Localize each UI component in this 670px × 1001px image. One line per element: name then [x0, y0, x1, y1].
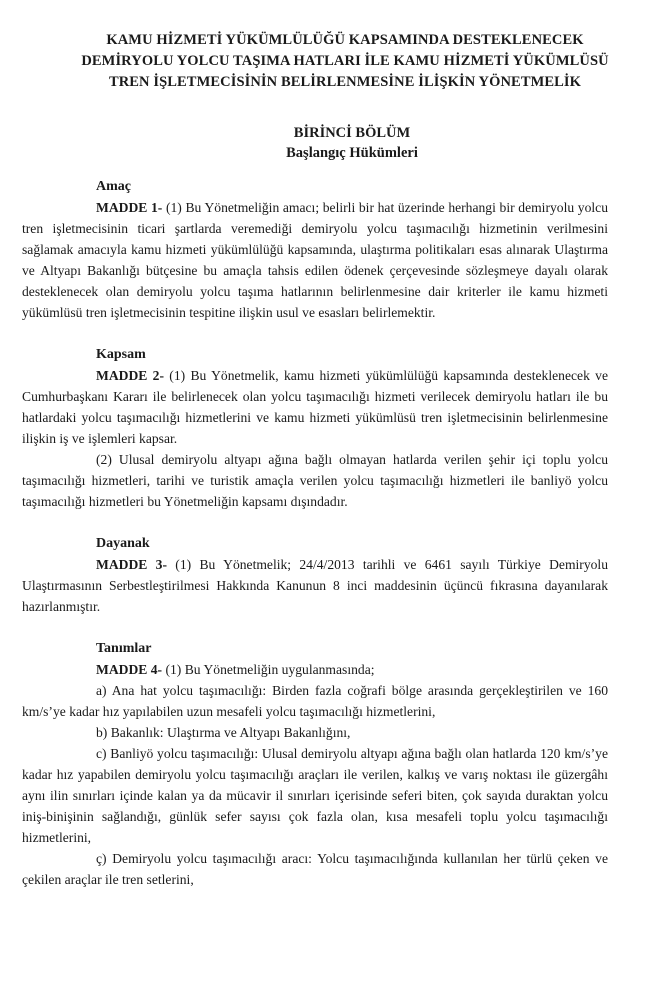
section-dayanak	[22, 534, 608, 617]
section-kapsam	[22, 345, 608, 512]
article-number: MADDE 2-	[96, 368, 164, 383]
section-amac	[22, 177, 608, 323]
article-paragraph	[22, 197, 608, 323]
title-line-1: KAMU HİZMETİ YÜKÜMLÜLÜĞÜ KAPSAMINDA DESTEKLENECEK	[106, 32, 584, 48]
article-text: (1) Bu Yönetmeliğin uygulanmasında;	[165, 662, 375, 677]
article-number: MADDE 3-	[96, 557, 167, 572]
document-title	[74, 30, 616, 93]
article-number: MADDE 4-	[96, 662, 163, 677]
chapter-heading	[96, 123, 608, 163]
definition-item: a) Ana hat yolcu taşımacılığı: Birden fazla coğrafi bölge arasında gerçekleştirilen ve 160 km/s’ye kadar hız yapılabilen uzun mesafeli yolcu taşımacılığı hizmetlerini,	[22, 683, 608, 719]
section-tanimlar	[22, 639, 608, 890]
article-text: (1) Bu Yönetmelik, kamu hizmeti yükümlülüğü kapsamında desteklenecek ve Cumhurbaşkanı Kararı ile belirlenecek olan yolcu taşımacılığı hizmeti verilecek demiryolu hatları ile bu hatlardaki yolcu taşımacılığı hizmetlerini ve kamu hizmeti yükümlüsü tren işletmecisinin belirlenmesine ilişkin iş ve işlemleri kapsar.	[22, 368, 608, 446]
article-paragraph	[22, 554, 608, 617]
article-text: (2) Ulusal demiryolu altyapı ağına bağlı olmayan hatlarda verilen şehir içi toplu yolcu taşımacılığı hizmetleri, tarihi ve turistik amaçla verilen yolcu taşımacılığı hizmetleri ile banliyö yolcu taşımacılığı hizmetleri bu Yönetmeliğin kapsamı dışındadır.	[22, 452, 608, 509]
section-heading: Tanımlar	[96, 641, 152, 656]
chapter-title: BİRİNCİ BÖLÜM	[293, 125, 411, 141]
article-paragraph	[22, 659, 608, 680]
title-line-3: TREN İŞLETMECİSİNİN BELİRLENMESİNE İLİŞKİN YÖNETMELİK	[108, 74, 582, 90]
article-paragraph	[22, 365, 608, 449]
section-heading: Dayanak	[96, 536, 150, 551]
article-text: (1) Bu Yönetmelik; 24/4/2013 tarihli ve 6461 sayılı Türkiye Demiryolu Ulaştırmasının Serbestleştirilmesi Hakkında Kanunun 8 inci maddesinin üçüncü fıkrasına dayanılarak hazırlanmıştır.	[22, 557, 608, 614]
section-heading: Amaç	[96, 179, 131, 194]
article-paragraph	[22, 449, 608, 512]
title-line-2: DEMİRYOLU YOLCU TAŞIMA HATLARI İLE KAMU HİZMETİ YÜKÜMLÜSÜ	[81, 53, 609, 69]
definition-item: c) Banliyö yolcu taşımacılığı: Ulusal demiryolu altyapı ağına bağlı olan hatlarda 120 km/s’ye kadar hız yapabilen demiryolu yolcu taşımacılığı araçları ile verilen, kalkış ve varış noktası ile güzergâhı aynı ilin sınırları içinde kalan ya da mücavir il sınırları içerisinde seferi biten, çok sayıda duraktan yolcu iniş-binişinin sağlandığı, günlük sefer sayısı çok fazla olan, kısa mesafeli toplu yolcu taşımacılığı hizmetlerini,	[22, 746, 608, 845]
section-heading: Kapsam	[96, 347, 146, 362]
definition-item: b) Bakanlık: Ulaştırma ve Altyapı Bakanlığını,	[96, 725, 351, 740]
definition-item: ç) Demiryolu yolcu taşımacılığı aracı: Yolcu taşımacılığında kullanılan her türlü çeken ve çekilen araçlar ile tren setlerini,	[22, 851, 608, 887]
chapter-subtitle: Başlangıç Hükümleri	[286, 145, 418, 161]
article-number: MADDE 1-	[96, 200, 163, 215]
article-text: (1) Bu Yönetmeliğin amacı; belirli bir hat üzerinde herhangi bir demiryolu yolcu tren işletmecisinin ticari şartlarda veremediği demiryolu yolcu taşımacılığı hizmetinin verilmesini sağlamak amacıyla kamu hizmeti yükümlülüğü kapsamında, ulaştırma politikaları esas alınarak Ulaştırma ve Altyapı Bakanlığı bütçesine bu amaçla tahsis edilen ödenek çerçevesinde sözleşmeye dayalı olarak desteklenecek olan demiryolu yolcu taşıma hatlarının belirlenmesine dair kriterler ile kamu hizmeti yükümlüsü tren işletmecisinin tespitine ilişkin usul ve esasları belirlemektir.	[22, 200, 608, 320]
